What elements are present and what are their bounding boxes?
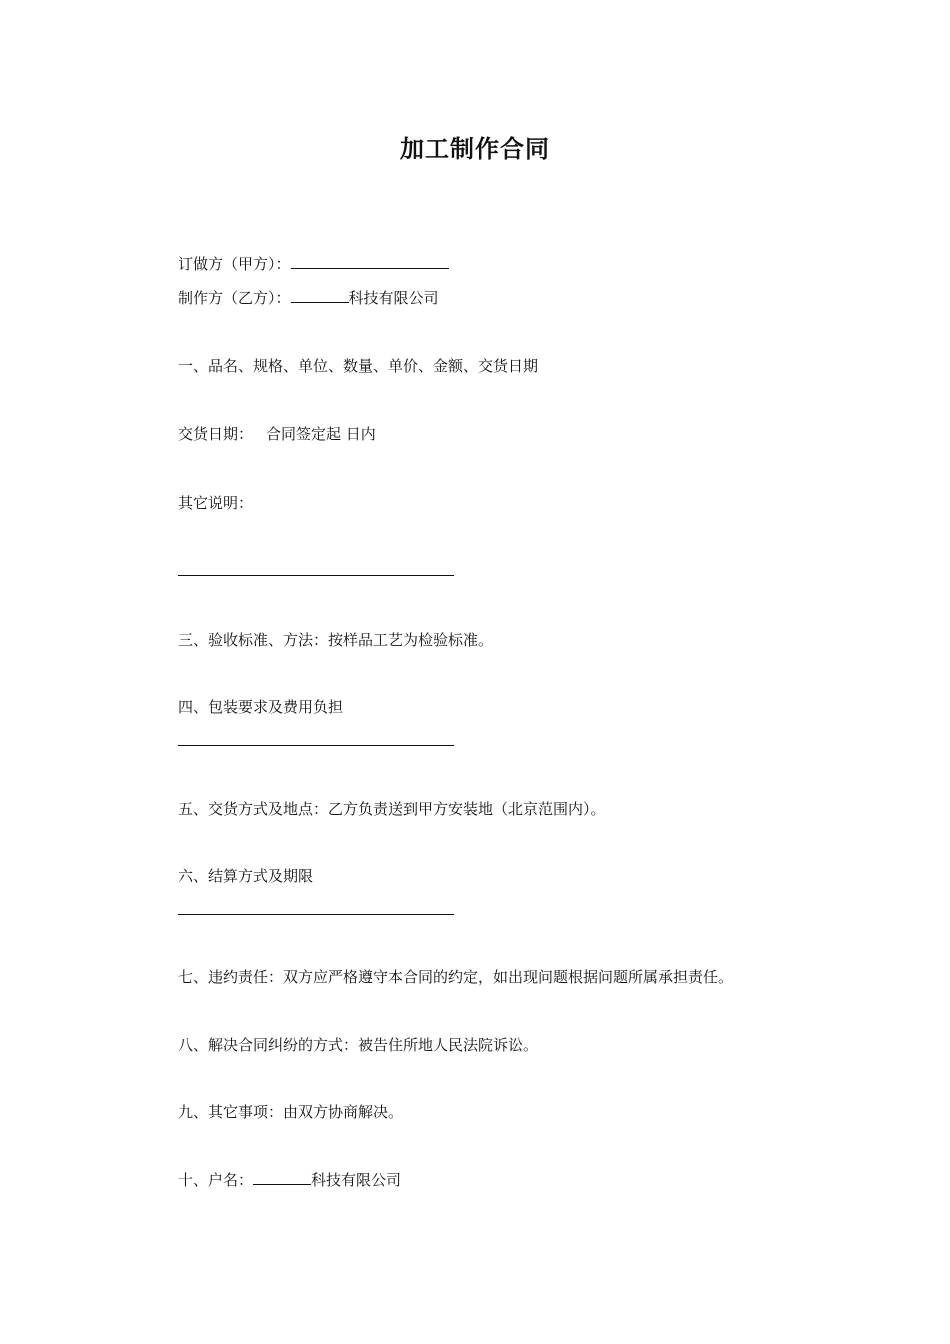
section-6-blank-rule: [178, 914, 454, 915]
section-4-heading: 四、包装要求及费用负担: [178, 698, 344, 716]
section-10-line: [178, 1168, 401, 1191]
party-b-company: 科技有限公司: [348, 289, 439, 307]
section-4-blank-rule: [178, 745, 454, 746]
party-b-line: [178, 286, 439, 309]
section-5: 五、交货方式及地点：乙方负责送到甲方安装地（北京范围内）。: [178, 800, 606, 818]
section-10-company: 科技有限公司: [311, 1171, 402, 1189]
section-1-heading: 一、品名、规格、单位、数量、单价、金额、交货日期: [178, 357, 539, 375]
section-7: 七、违约责任：双方应严格遵守本合同的约定，如出现问题根据问题所属承担责任。: [178, 968, 734, 986]
section-6-heading: 六、结算方式及期限: [178, 867, 314, 885]
delivery-date-label: 交货日期：: [178, 425, 254, 443]
notes-blank-rule: [178, 575, 454, 576]
party-a-label: 订做方（甲方）：: [178, 255, 291, 273]
delivery-date-text: 合同签定起 日内: [266, 425, 376, 443]
party-b-blank: [291, 286, 349, 303]
section-9: 九、其它事项：由双方协商解决。: [178, 1103, 404, 1121]
other-notes-label: 其它说明：: [178, 494, 254, 512]
section-8: 八、解决合同纠纷的方式：被告住所地人民法院诉讼。: [178, 1036, 539, 1054]
party-a-line: [178, 252, 449, 275]
section-10-label: 十、户名：: [178, 1171, 254, 1189]
section-3: 三、验收标准、方法：按样品工艺为检验标准。: [178, 631, 494, 649]
delivery-date-line: [178, 423, 376, 445]
party-b-label: 制作方（乙方）：: [178, 289, 291, 307]
party-a-blank: [291, 252, 449, 269]
document-title: 加工制作合同: [400, 134, 550, 163]
account-name-blank: [253, 1168, 311, 1185]
